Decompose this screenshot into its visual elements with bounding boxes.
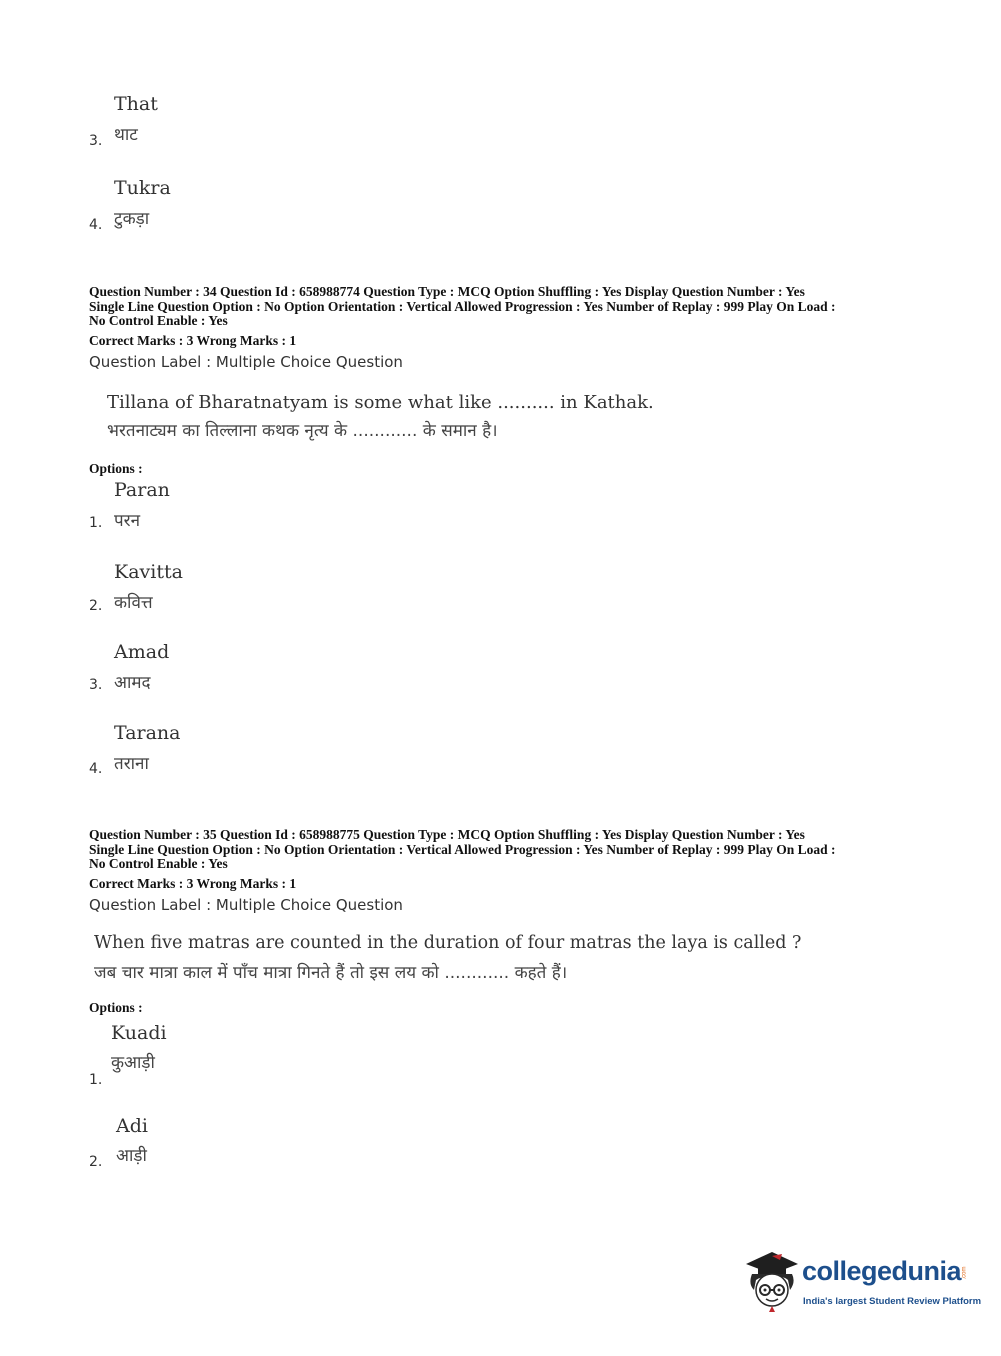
- question-meta-line-2: Single Line Question Option : No Option Orientation : Vertical Allowed Progression : Yes Number of Replay : 999 Play On Load :: [89, 841, 836, 857]
- option-2-english: Adi: [116, 1115, 148, 1137]
- collegedunia-logo[interactable]: [742, 1250, 982, 1320]
- option-4-number: 4.: [89, 761, 103, 777]
- question-meta-line-3: No Control Enable : Yes: [89, 313, 228, 328]
- option-3-hindi: थाट: [114, 125, 138, 145]
- option-1-english: Paran: [114, 479, 170, 501]
- question-meta: [89, 285, 919, 329]
- question-text-hindi: जब चार मात्रा काल में पाँच मात्रा गिनते हैं तो इस लय को ............ कहते हैं।: [94, 963, 568, 983]
- option-4-hindi: तराना: [114, 754, 149, 774]
- question-text-english: When five matras are counted in the duration of four matras the laya is called ?: [94, 933, 802, 953]
- option-4-english: Tarana: [114, 722, 181, 744]
- option-1-english: Kuadi: [111, 1022, 167, 1044]
- question-text-hindi: भरतनाट्यम का तिल्लाना कथक नृत्य के ............ के समान है।: [107, 421, 498, 441]
- question-marks: Correct Marks : 3 Wrong Marks : 1: [89, 876, 297, 891]
- option-1-number: 1.: [89, 515, 103, 531]
- option-1-hindi: परन: [114, 511, 141, 531]
- logo-tagline: India's largest Student Review Platform: [803, 1296, 982, 1307]
- option-4-english: Tukra: [114, 177, 171, 199]
- question-text-english: Tillana of Bharatnatyam is some what like .......... in Kathak.: [107, 392, 654, 413]
- option-2-english: Kavitta: [114, 561, 183, 583]
- option-3-number: 3.: [89, 677, 103, 693]
- option-2-number: 2.: [89, 1154, 103, 1170]
- question-meta-line-2: Single Line Question Option : No Option Orientation : Vertical Allowed Progression : Yes Number of Replay : 999 Play On Load :: [89, 298, 836, 314]
- option-3-hindi: आमद: [114, 673, 151, 693]
- option-1-hindi: कुआड़ी: [111, 1053, 155, 1073]
- option-4-number: 4.: [89, 217, 103, 233]
- option-4-hindi: टुकड़ा: [114, 209, 150, 229]
- question-meta-line-1: Question Number : 35 Question Id : 658988775 Question Type : MCQ Option Shuffling : Yes Display Question Number : Yes: [89, 827, 805, 842]
- question-meta-line-3: No Control Enable : Yes: [89, 856, 228, 871]
- option-3-english: That: [114, 93, 158, 115]
- option-3-number: 3.: [89, 133, 103, 149]
- options-heading: Options :: [89, 461, 143, 476]
- options-heading: Options :: [89, 1000, 143, 1015]
- question-meta: [89, 828, 919, 872]
- logo-wordmark: collegedunia: [802, 1256, 962, 1286]
- question-marks: Correct Marks : 3 Wrong Marks : 1: [89, 333, 297, 348]
- question-meta-line-1: Question Number : 34 Question Id : 658988774 Question Type : MCQ Option Shuffling : Yes Display Question Number : Yes: [89, 284, 805, 299]
- question-label: Question Label : Multiple Choice Question: [89, 896, 403, 914]
- logo-domain: .com: [961, 1266, 968, 1280]
- option-3-english: Amad: [114, 641, 170, 663]
- option-2-hindi: आड़ी: [116, 1146, 147, 1166]
- student-mascot-icon: [742, 1250, 802, 1312]
- option-1-number: 1.: [89, 1072, 103, 1088]
- option-2-number: 2.: [89, 598, 103, 614]
- option-2-hindi: कवित्त: [114, 593, 153, 613]
- question-label: Question Label : Multiple Choice Question: [89, 353, 403, 371]
